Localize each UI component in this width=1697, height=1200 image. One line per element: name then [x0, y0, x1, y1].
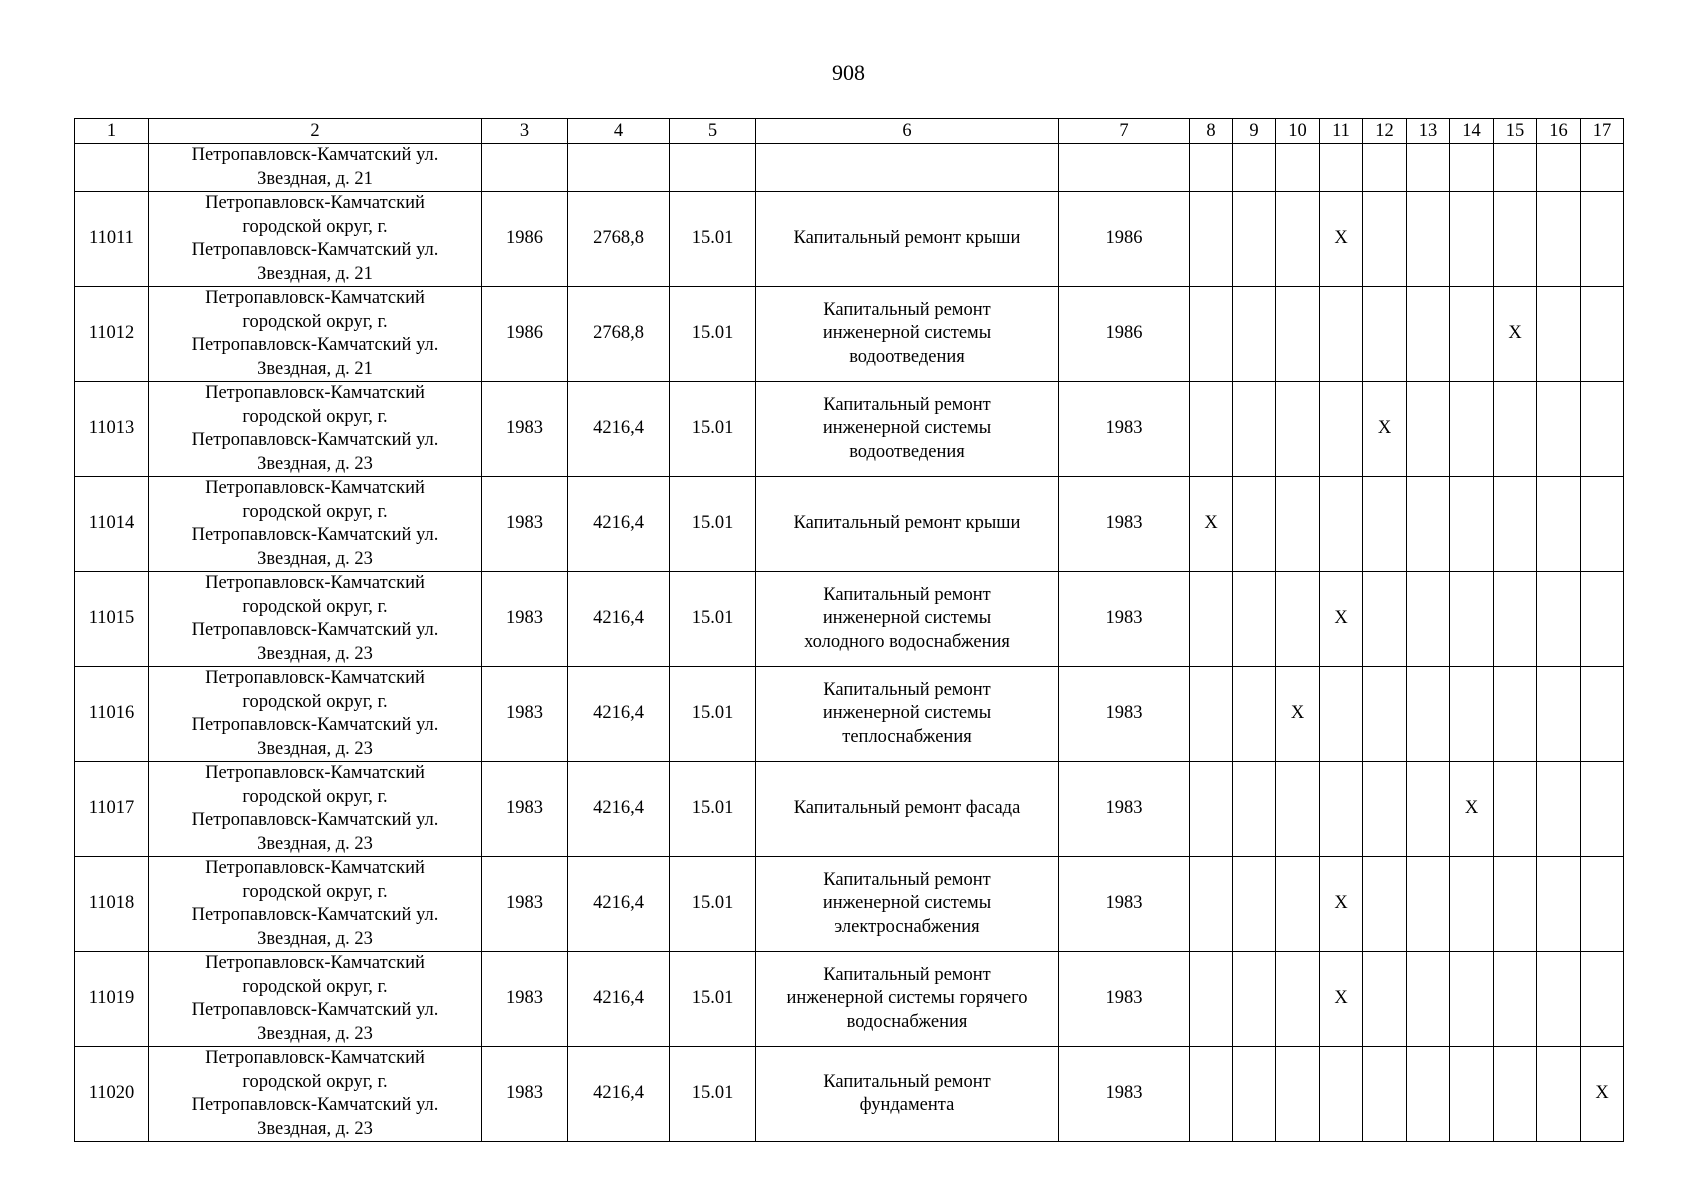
cell-mark [1320, 762, 1363, 857]
cell-year: 1983 [482, 952, 568, 1047]
cell-address [149, 952, 482, 1047]
cell-mark [1363, 762, 1407, 857]
cell-mark [1450, 382, 1494, 477]
cell-mark [1233, 572, 1276, 667]
column-header: 13 [1407, 119, 1450, 144]
cell-year-2: 1986 [1059, 287, 1190, 382]
address-line: Звездная, д. 23 [257, 643, 373, 664]
cell-mark [1190, 952, 1233, 1047]
cell-mark: X [1276, 667, 1320, 762]
cell-mark [1276, 382, 1320, 477]
cell-address [149, 382, 482, 477]
address-line: Петропавловск-Камчатский [205, 858, 425, 878]
cell-mark [1190, 572, 1233, 667]
address-line: Петропавловск-Камчатский [205, 193, 425, 213]
cell-mark [1190, 857, 1233, 952]
address-line: Петропавловск-Камчатский ул. [191, 810, 439, 830]
cell-id [75, 144, 149, 192]
cell-work-type [756, 477, 1059, 572]
cell-mark [1537, 762, 1581, 857]
cell-work-type [756, 857, 1059, 952]
cell [1276, 144, 1320, 192]
cell-mark [1320, 667, 1363, 762]
cell [1450, 144, 1494, 192]
cell-area: 4216,4 [568, 1047, 670, 1142]
cell-mark: X [1581, 1047, 1624, 1142]
address-line: городской округ, г. [242, 1071, 388, 1092]
cell-mark: X [1320, 857, 1363, 952]
cell [1233, 144, 1276, 192]
cell-mark: X [1494, 287, 1537, 382]
address-line: Петропавловск-Камчатский ул. [191, 145, 439, 165]
cell-mark [1190, 382, 1233, 477]
address-line: Петропавловск-Камчатский ул. [191, 525, 439, 545]
cell-mark [1537, 1047, 1581, 1142]
address-line: Петропавловск-Камчатский [205, 1048, 425, 1068]
cell-mark [1494, 572, 1537, 667]
cell-id: 11018 [75, 857, 149, 952]
address-line: Петропавловск-Камчатский [205, 573, 425, 593]
cell-mark [1581, 572, 1624, 667]
cell-id: 11014 [75, 477, 149, 572]
work-line: водоотведения [849, 346, 965, 367]
cell [1407, 144, 1450, 192]
page-number: 908 [832, 60, 865, 85]
cell-mark [1581, 382, 1624, 477]
column-header: 9 [1233, 119, 1276, 144]
cell-year-2: 1983 [1059, 572, 1190, 667]
column-number-row [75, 119, 1624, 144]
cell-mark: X [1320, 572, 1363, 667]
address-line: Звездная, д. 21 [257, 263, 373, 284]
cell-year-2: 1983 [1059, 667, 1190, 762]
cell [482, 144, 568, 192]
cell-mark [1190, 192, 1233, 287]
cell-year: 1983 [482, 382, 568, 477]
cell-mark [1233, 1047, 1276, 1142]
cell-mark [1537, 477, 1581, 572]
address-line: Звездная, д. 23 [257, 738, 373, 759]
cell [1537, 144, 1581, 192]
cell-mark [1450, 477, 1494, 572]
cell-mark [1494, 477, 1537, 572]
table-row [75, 762, 1624, 857]
cell-mark [1276, 477, 1320, 572]
cell-mark [1581, 857, 1624, 952]
cell-mark: X [1190, 477, 1233, 572]
cell-address [149, 857, 482, 952]
cell-code: 15.01 [670, 382, 756, 477]
cell-year-2: 1983 [1059, 952, 1190, 1047]
cell-mark [1450, 572, 1494, 667]
column-header: 10 [1276, 119, 1320, 144]
cell-year: 1983 [482, 857, 568, 952]
cell-mark [1233, 952, 1276, 1047]
cell-area: 2768,8 [568, 287, 670, 382]
cell-work-type [756, 192, 1059, 287]
cell-work-type [756, 667, 1059, 762]
cell-code: 15.01 [670, 762, 756, 857]
column-header: 1 [75, 119, 149, 144]
cell-mark: X [1363, 382, 1407, 477]
cell-work-type [756, 952, 1059, 1047]
cell-mark [1581, 667, 1624, 762]
cell [1190, 144, 1233, 192]
cell-id: 11016 [75, 667, 149, 762]
table-header [75, 119, 1624, 144]
table-row [75, 477, 1624, 572]
table-row [75, 857, 1624, 952]
cell-mark [1407, 192, 1450, 287]
cell-address [149, 572, 482, 667]
address-line: Петропавловск-Камчатский ул. [191, 1000, 439, 1020]
work-line: Капитальный ремонт [823, 394, 991, 415]
cell-mark [1233, 762, 1276, 857]
cell-mark [1276, 192, 1320, 287]
cell-year-2: 1983 [1059, 477, 1190, 572]
cell-area: 4216,4 [568, 667, 670, 762]
address-line: Звездная, д. 23 [257, 833, 373, 854]
work-line: водоотведения [849, 441, 965, 462]
cell-area: 4216,4 [568, 572, 670, 667]
address-line: Петропавловск-Камчатский [205, 668, 425, 688]
cell-mark [1190, 667, 1233, 762]
cell-address [149, 1047, 482, 1142]
address-line: городской округ, г. [242, 786, 388, 807]
cell-mark [1320, 287, 1363, 382]
cell-mark [1320, 382, 1363, 477]
work-line: Капитальный ремонт [823, 869, 991, 890]
address-line: Звездная, д. 23 [257, 928, 373, 949]
address-line: Звездная, д. 21 [257, 168, 373, 189]
address-line: городской округ, г. [242, 881, 388, 902]
cell [1059, 144, 1190, 192]
address-line: Звездная, д. 21 [257, 358, 373, 379]
cell-address [149, 667, 482, 762]
cell [756, 144, 1059, 192]
cell-address [149, 287, 482, 382]
cell-mark [1233, 382, 1276, 477]
cell-mark [1276, 857, 1320, 952]
work-line: инженерной системы [822, 608, 992, 629]
cell-mark [1363, 572, 1407, 667]
column-header: 6 [756, 119, 1059, 144]
table-row [75, 572, 1624, 667]
cell-code: 15.01 [670, 287, 756, 382]
address-line: Петропавловск-Камчатский ул. [191, 1095, 439, 1115]
cell-mark [1494, 857, 1537, 952]
cell-mark [1407, 667, 1450, 762]
continuation-row [75, 144, 1624, 192]
address-line: городской округ, г. [242, 976, 388, 997]
work-line: Капитальный ремонт [823, 679, 991, 700]
cell-mark [1190, 287, 1233, 382]
cell-mark [1363, 477, 1407, 572]
cell-mark: X [1320, 192, 1363, 287]
column-header: 15 [1494, 119, 1537, 144]
address-line: Петропавловск-Камчатский [205, 478, 425, 498]
cell-area: 4216,4 [568, 762, 670, 857]
address-line: Петропавловск-Камчатский ул. [191, 430, 439, 450]
cell-mark [1276, 572, 1320, 667]
cell-year-2: 1986 [1059, 192, 1190, 287]
address-line: городской округ, г. [242, 596, 388, 617]
address-line: Звездная, д. 23 [257, 453, 373, 474]
cell-mark [1190, 762, 1233, 857]
cell-mark [1581, 952, 1624, 1047]
work-line: холодного водоснабжения [804, 631, 1010, 652]
cell-mark [1537, 287, 1581, 382]
cell-mark [1407, 477, 1450, 572]
cell-year: 1986 [482, 192, 568, 287]
column-header: 2 [149, 119, 482, 144]
table-row [75, 192, 1624, 287]
cell-area: 4216,4 [568, 477, 670, 572]
cell-mark [1233, 192, 1276, 287]
address-line: городской округ, г. [242, 216, 388, 237]
column-header: 11 [1320, 119, 1363, 144]
work-line: фундамента [859, 1095, 955, 1115]
address-line: Петропавловск-Камчатский ул. [191, 715, 439, 735]
address-line: Петропавловск-Камчатский [205, 288, 425, 308]
cell-area: 2768,8 [568, 192, 670, 287]
cell-year: 1983 [482, 1047, 568, 1142]
cell-mark [1581, 762, 1624, 857]
cell-mark [1407, 857, 1450, 952]
table-row [75, 287, 1624, 382]
cell-mark [1407, 762, 1450, 857]
cell-mark [1320, 477, 1363, 572]
cell-mark [1233, 667, 1276, 762]
work-line: электроснабжения [834, 916, 980, 937]
column-header: 17 [1581, 119, 1624, 144]
cell-mark [1581, 287, 1624, 382]
cell-mark [1537, 952, 1581, 1047]
cell-work-type [756, 382, 1059, 477]
column-header: 12 [1363, 119, 1407, 144]
repair-schedule-table [74, 118, 1624, 1142]
cell-year: 1983 [482, 477, 568, 572]
cell-mark [1450, 667, 1494, 762]
column-header: 8 [1190, 119, 1233, 144]
cell-mark [1581, 477, 1624, 572]
cell-id: 11020 [75, 1047, 149, 1142]
cell-year: 1986 [482, 287, 568, 382]
column-header: 16 [1537, 119, 1581, 144]
cell-mark [1276, 1047, 1320, 1142]
cell-area: 4216,4 [568, 952, 670, 1047]
work-line: инженерной системы [822, 418, 992, 439]
cell-work-type [756, 572, 1059, 667]
cell-mark [1407, 572, 1450, 667]
cell-area: 4216,4 [568, 857, 670, 952]
cell-mark [1233, 287, 1276, 382]
column-header: 3 [482, 119, 568, 144]
cell-mark [1494, 192, 1537, 287]
address-line: городской округ, г. [242, 406, 388, 427]
work-line: инженерной системы [822, 323, 992, 344]
work-line: Капитальный ремонт [823, 1071, 991, 1092]
cell [568, 144, 670, 192]
cell-year: 1983 [482, 762, 568, 857]
cell-code: 15.01 [670, 952, 756, 1047]
cell-work-type [756, 762, 1059, 857]
cell-mark [1494, 762, 1537, 857]
address-line: Петропавловск-Камчатский ул. [191, 335, 439, 355]
address-line: Петропавловск-Камчатский [205, 763, 425, 783]
column-header: 14 [1450, 119, 1494, 144]
work-line: теплоснабжения [842, 726, 972, 747]
cell-mark [1407, 287, 1450, 382]
cell-id: 11019 [75, 952, 149, 1047]
address-line: Звездная, д. 23 [257, 1023, 373, 1044]
cell-id: 11015 [75, 572, 149, 667]
cell-address [149, 144, 482, 192]
cell-mark [1407, 382, 1450, 477]
cell-mark [1190, 1047, 1233, 1142]
cell-mark [1581, 192, 1624, 287]
cell-code: 15.01 [670, 192, 756, 287]
cell-code: 15.01 [670, 667, 756, 762]
address-line: городской округ, г. [242, 311, 388, 332]
cell-area: 4216,4 [568, 382, 670, 477]
address-line: Петропавловск-Камчатский ул. [191, 905, 439, 925]
work-line: водоснабжения [846, 1011, 968, 1032]
cell-code: 15.01 [670, 572, 756, 667]
cell [670, 144, 756, 192]
cell-mark [1537, 667, 1581, 762]
cell-year-2: 1983 [1059, 382, 1190, 477]
table-row [75, 382, 1624, 477]
cell [1581, 144, 1624, 192]
cell-id: 11017 [75, 762, 149, 857]
cell-mark [1363, 1047, 1407, 1142]
cell-mark [1494, 667, 1537, 762]
address-line: городской округ, г. [242, 501, 388, 522]
cell-mark [1407, 1047, 1450, 1142]
table-row [75, 1047, 1624, 1142]
cell-address [149, 477, 482, 572]
cell-mark [1494, 952, 1537, 1047]
cell-mark [1407, 952, 1450, 1047]
work-line: инженерной системы [822, 893, 992, 914]
address-line: Петропавловск-Камчатский [205, 383, 425, 403]
cell-mark [1450, 192, 1494, 287]
cell-code: 15.01 [670, 1047, 756, 1142]
cell-id: 11013 [75, 382, 149, 477]
work-line: Капитальный ремонт крыши [793, 513, 1021, 534]
cell [1363, 144, 1407, 192]
cell-mark [1537, 192, 1581, 287]
cell-mark [1363, 667, 1407, 762]
column-header: 7 [1059, 119, 1190, 144]
address-line: Петропавловск-Камчатский ул. [191, 240, 439, 260]
table-row [75, 952, 1624, 1047]
cell-mark [1363, 857, 1407, 952]
cell-mark [1450, 1047, 1494, 1142]
address-line: Петропавловск-Камчатский [205, 953, 425, 973]
column-header: 4 [568, 119, 670, 144]
cell-mark [1363, 287, 1407, 382]
cell-year-2: 1983 [1059, 857, 1190, 952]
cell-mark [1450, 287, 1494, 382]
work-line: Капитальный ремонт крыши [793, 228, 1021, 249]
cell-mark [1450, 857, 1494, 952]
table-row [75, 667, 1624, 762]
cell-mark [1276, 762, 1320, 857]
cell-mark [1233, 857, 1276, 952]
address-line: городской округ, г. [242, 691, 388, 712]
address-line: Звездная, д. 23 [257, 548, 373, 569]
address-line: Звездная, д. 23 [257, 1118, 373, 1139]
work-line: Капитальный ремонт [823, 584, 991, 605]
cell-mark [1276, 287, 1320, 382]
cell-mark [1233, 477, 1276, 572]
cell-work-type [756, 1047, 1059, 1142]
cell-address [149, 762, 482, 857]
cell-id: 11012 [75, 287, 149, 382]
cell-mark [1537, 572, 1581, 667]
cell-mark [1363, 952, 1407, 1047]
work-line: инженерной системы [822, 703, 992, 724]
cell-mark [1320, 1047, 1363, 1142]
column-header: 5 [670, 119, 756, 144]
cell [1320, 144, 1363, 192]
cell-mark: X [1320, 952, 1363, 1047]
cell-mark [1363, 192, 1407, 287]
cell-mark [1537, 382, 1581, 477]
cell-year-2: 1983 [1059, 762, 1190, 857]
cell-code: 15.01 [670, 857, 756, 952]
cell-mark: X [1450, 762, 1494, 857]
address-line: Петропавловск-Камчатский ул. [191, 620, 439, 640]
cell-year: 1983 [482, 667, 568, 762]
table-body [75, 144, 1624, 1142]
cell-work-type [756, 287, 1059, 382]
work-line: Капитальный ремонт [823, 299, 991, 320]
cell-mark [1276, 952, 1320, 1047]
work-line: инженерной системы горячего [786, 988, 1028, 1009]
cell [1494, 144, 1537, 192]
work-line: Капитальный ремонт фасада [793, 798, 1021, 819]
cell-year: 1983 [482, 572, 568, 667]
cell-code: 15.01 [670, 477, 756, 572]
cell-mark [1537, 857, 1581, 952]
cell-id: 11011 [75, 192, 149, 287]
cell-year-2: 1983 [1059, 1047, 1190, 1142]
cell-address [149, 192, 482, 287]
cell-mark [1494, 1047, 1537, 1142]
cell-mark [1450, 952, 1494, 1047]
work-line: Капитальный ремонт [823, 964, 991, 985]
cell-mark [1494, 382, 1537, 477]
